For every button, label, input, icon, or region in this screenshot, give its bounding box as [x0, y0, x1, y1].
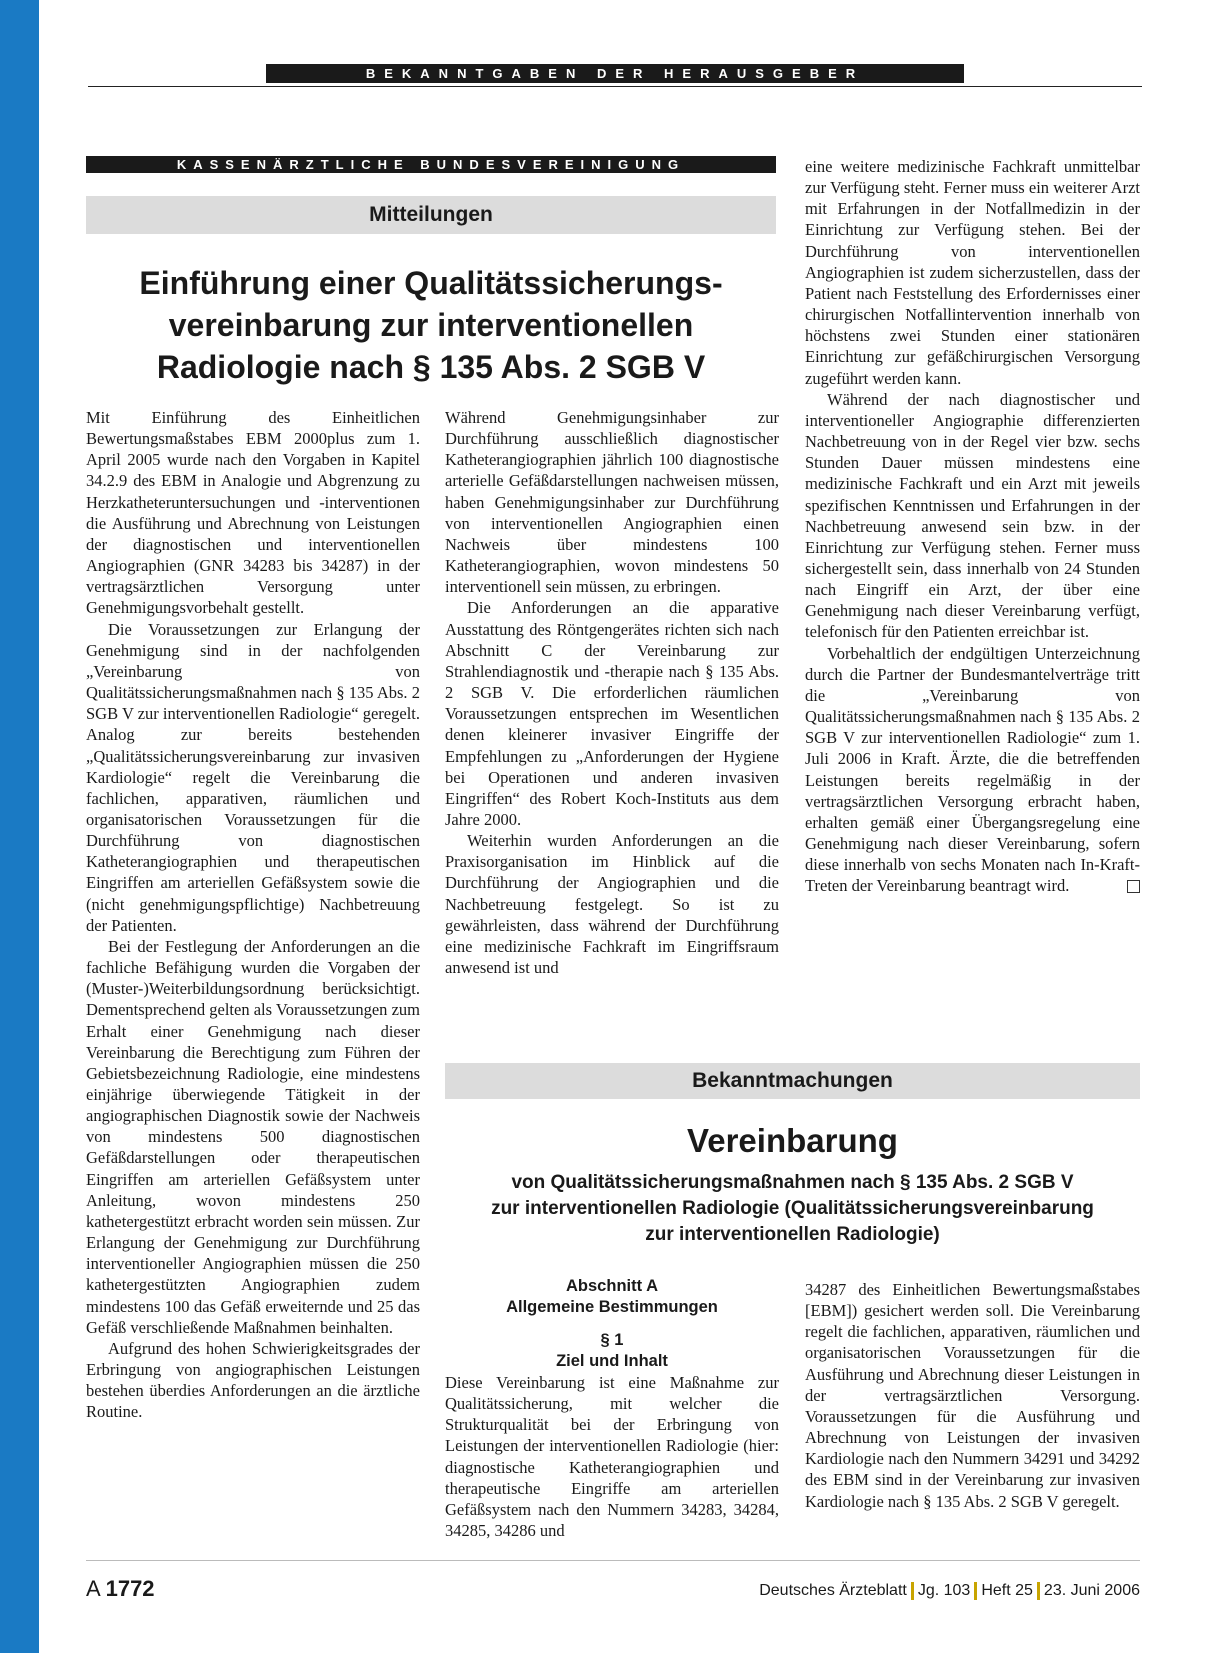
- agreement-column-3: [805, 1279, 1140, 1512]
- agreement-subtitle: [445, 1170, 1140, 1248]
- paragraph-label: § 1: [600, 1331, 624, 1349]
- paragraph: 34287 des Einheitlichen Bewertungsmaßstabes [EBM]) gesichert werden soll. Die Vereinbarung regelt die fachlichen, apparativen, räumlichen und organisatorischen Voraussetzungen für die Ausführung und Abrechnung dieser Leistungen in der vertragsärztlichen Versorgung. Voraussetzungen für die Ausführung und Abrechnung von Leistungen der invasiven Kardiologie nach den Nummern 34291 und 34292 des EBM sind in der Vereinbarung zur invasiven Kardiologie nach § 135 Abs. 2 SGB V geregelt.: [805, 1280, 1140, 1511]
- subtitle-line: von Qualitätssicherungsmaßnahmen nach § 135 Abs. 2 SGB V: [511, 1172, 1074, 1193]
- paragraph: Während der nach diagnostischer und interventioneller Angiographie differenzierten Nachbetreuung von in der Regel vier bzw. sechs Stunden Dauer müssen mindestens eine medizinische Fachkraft und ein Arzt mit jeweils spezifischen Kenntnissen und Erfahrungen in der Nachbetreuung anwesend sein bzw. in der Einrichtung zur Verfügung stehen. Ferner muss sichergestellt sein, dass innerhalb von 24 Stunden nach Eingriff ein Arzt, der über eine Genehmigung nach dieser Vereinbarung verfügt, telefonisch für den Patienten erreichbar ist.: [805, 389, 1140, 642]
- page-prefix: A: [86, 1576, 100, 1601]
- paragraph: Die Voraussetzungen zur Erlangung der Genehmigung sind in der nachfolgenden „Vereinbarung von Qualitätssicherungsmaßnahmen nach § 135 Abs. 2 SGB V zur interventionellen Radiologie“ geregelt. Analog zur bereits bestehenden „Qualitätssicherungsvereinbarung zur invasiven Kardiologie“ regelt die Vereinbarung die fachlichen, apparativen, räumlichen und organisatorischen Voraussetzungen für die Durchführung von diagnostischen Katheterangiographien und therapeutischen Eingriffen am arteriellen Gefäßsystem sowie die (nicht genehmigungspflichtige) Nachbetreuung der Patienten.: [86, 619, 420, 935]
- abschnitt-title: Allgemeine Bestimmungen: [506, 1298, 718, 1316]
- separator: [911, 1582, 914, 1600]
- org-banner: KASSENÄRZTLICHE BUNDESVEREINIGUNG: [86, 156, 776, 173]
- paragraph: Diese Vereinbarung ist eine Maßnahme zur Qualitätssicherung, mit welcher die Strukturqualität bei der Erbringung von Leistungen der interventionellen Radiologie (hier: diagnostische Katheterangiographien und therapeutische Eingriffe am arteriellen Gefäßsystem nach den Nummern 34283, 34284, 34285, 34286 und: [445, 1373, 779, 1541]
- journal-date: 23. Juni 2006: [1043, 1582, 1140, 1599]
- left-color-bar: [0, 0, 39, 1653]
- separator: [1037, 1582, 1040, 1600]
- page-number: [86, 1576, 155, 1602]
- article-column-1: [86, 407, 420, 1423]
- paragraph-title: Ziel und Inhalt: [556, 1352, 668, 1370]
- separator: [974, 1582, 977, 1600]
- headline-line: Radiologie nach § 135 Abs. 2 SGB V: [156, 349, 706, 385]
- paragraph: Während Genehmigungsinhaber zur Durchführung ausschließlich diagnostischer Katheterangiographien jährlich 100 diagnostische arterielle Gefäßdarstellungen nachweisen müssen, haben Genehmigungsinhaber zur Durchführung von interventionellen Angiographien einen Nachweis über mindestens 100 Katheterangiographien, wovon mindestens 50 interventionell sein müssen, zu erbringen.: [445, 408, 779, 597]
- journal-name: Deutsches Ärzteblatt: [759, 1582, 907, 1599]
- page-number-value: 1772: [105, 1576, 155, 1601]
- headline-line: vereinbarung zur interventionellen: [168, 307, 694, 343]
- article-column-3: [805, 156, 1140, 896]
- article-headline: [86, 262, 776, 388]
- journal-issue: Heft 25: [981, 1582, 1033, 1599]
- paragraph: Mit Einführung des Einheitlichen Bewertungsmaßstabes EBM 2000plus zum 1. April 2005 wurde nach den Vorgaben in Kapitel 34.2.9 des EBM in Analogie und Abgrenzung zu Herzkatheteruntersuchungen und -interventionen die Ausführung und Abrechnung von Leistungen der diagnostischen und interventionellen Angiographien (GNR 34283 bis 34287) in der vertragsärztlichen Versorgung unter Genehmigungsvorbehalt gestellt.: [86, 408, 420, 618]
- paragraph: Aufgrund des hohen Schwierigkeitsgrades der Erbringung von angiographischen Leistungen bestehen überdies Anforderungen an die ärztliche Routine.: [86, 1338, 420, 1422]
- section-bar-mitteilungen: Mitteilungen: [86, 196, 776, 234]
- top-banner-rule: [88, 64, 1142, 87]
- paragraph: [805, 643, 1140, 897]
- headline-line: Einführung einer Qualitätssicherungs-: [139, 265, 723, 301]
- article-column-2: [445, 407, 779, 978]
- paragraph: Weiterhin wurden Anforderungen an die Praxisorganisation im Hinblick auf die Durchführung der Angiographien und die Nachbetreuung festgelegt. So ist zu gewährleisten, dass während der Durchführung eine medizinische Fachkraft im Eingriffsraum anwesend ist und: [445, 831, 779, 978]
- abschnitt-label: Abschnitt A: [566, 1277, 658, 1295]
- footer-rule: [86, 1560, 1140, 1561]
- paragraph-text: Vorbehaltlich der endgültigen Unterzeichnung durch die Partner der Bundesmantelverträge tritt die „Vereinbarung von Qualitätssicherungsmaßnahmen nach § 135 Abs. 2 SGB V zur interventionellen Radiologie“ zum 1. Juli 2006 in Kraft. Ärzte, die die betreffenden Leistungen bereits regelmäßig in der vertragsärztlichen Versorgung erbracht haben, erhalten gemäß einer Übergangsregelung eine Genehmigung nach dieser Vereinbarung, sofern diese innerhalb von sechs Monaten nach In-Kraft-Treten der Vereinbarung beantragt wird.: [805, 643, 1140, 896]
- paragraph: Bei der Festlegung der Anforderungen an die fachliche Befähigung wurden die Vorgaben der (Muster-)Weiterbildungsordnung berücksichtigt. Dementsprechend gelten als Voraussetzungen zum Erhalt einer Genehmigung nach dieser Vereinbarung die Berechtigung zum Führen der Gebietsbezeichnung Radiologie, eine mindestens einjährige überwiegende Tätigkeit in der angiographischen Diagnostik sowie der Nachweis von mindestens 500 diagnostischen Gefäßdarstellungen oder therapeutischen Eingriffen am arteriellen Gefäßsystem unter Anleitung, wovon mindestens 250 kathetergestützt erbracht worden sein müssen. Zur Erlangung der Genehmigung zur Durchführung interventioneller Angiographien müssen die 250 kathetergestützten Angiographien zudem mindestens 100 das Gefäß erweiternde und 25 das Gefäß verschließende Maßnahmen beinhalten.: [86, 936, 420, 1337]
- end-of-article-icon: [1127, 880, 1140, 893]
- section-heading-paragraph: [445, 1330, 779, 1372]
- journal-info: [759, 1580, 1140, 1602]
- paragraph: eine weitere medizinische Fachkraft unmittelbar zur Verfügung steht. Ferner muss ein weiterer Arzt mit Erfahrungen in der Notfallmedizin in der Einrichtung zur Verfügung stehen. Bei der Durchführung von interventionellen Angiographien ist zudem sicherzustellen, dass der Patient nach Feststellung des Erfordernisses einer chirurgischen Notfallintervention innerhalb von höchstens zwei Stunden einer stationären Einrichtung zur gefäßchirurgischen Versorgung zugeführt werden kann.: [805, 157, 1140, 388]
- subtitle-line: zur interventionellen Radiologie): [645, 1224, 940, 1245]
- agreement-title: Vereinbarung: [687, 1122, 898, 1159]
- top-banner: BEKANNTGABEN DER HERAUSGEBER: [266, 64, 964, 83]
- agreement-column-2: [445, 1372, 779, 1541]
- subtitle-line: zur interventionellen Radiologie (Qualitätssicherungsvereinbarung: [491, 1198, 1094, 1219]
- section-bar-bekanntmachungen: Bekanntmachungen: [445, 1063, 1140, 1099]
- journal-volume: Jg. 103: [917, 1582, 971, 1599]
- section-heading-abschnitt: [445, 1276, 779, 1318]
- paragraph: Die Anforderungen an die apparative Ausstattung des Röntgengerätes richten sich nach Abschnitt C der Vereinbarung zur Strahlendiagnostik und -therapie nach § 135 Abs. 2 SGB V. Die erforderlichen räumlichen Voraussetzungen entsprechen im Wesentlichen denen kleinerer invasiver Eingriffe der Empfehlungen zu „Anforderungen der Hygiene bei Operationen und anderen invasiven Eingriffen“ des Robert Koch-Instituts aus dem Jahre 2000.: [445, 598, 779, 829]
